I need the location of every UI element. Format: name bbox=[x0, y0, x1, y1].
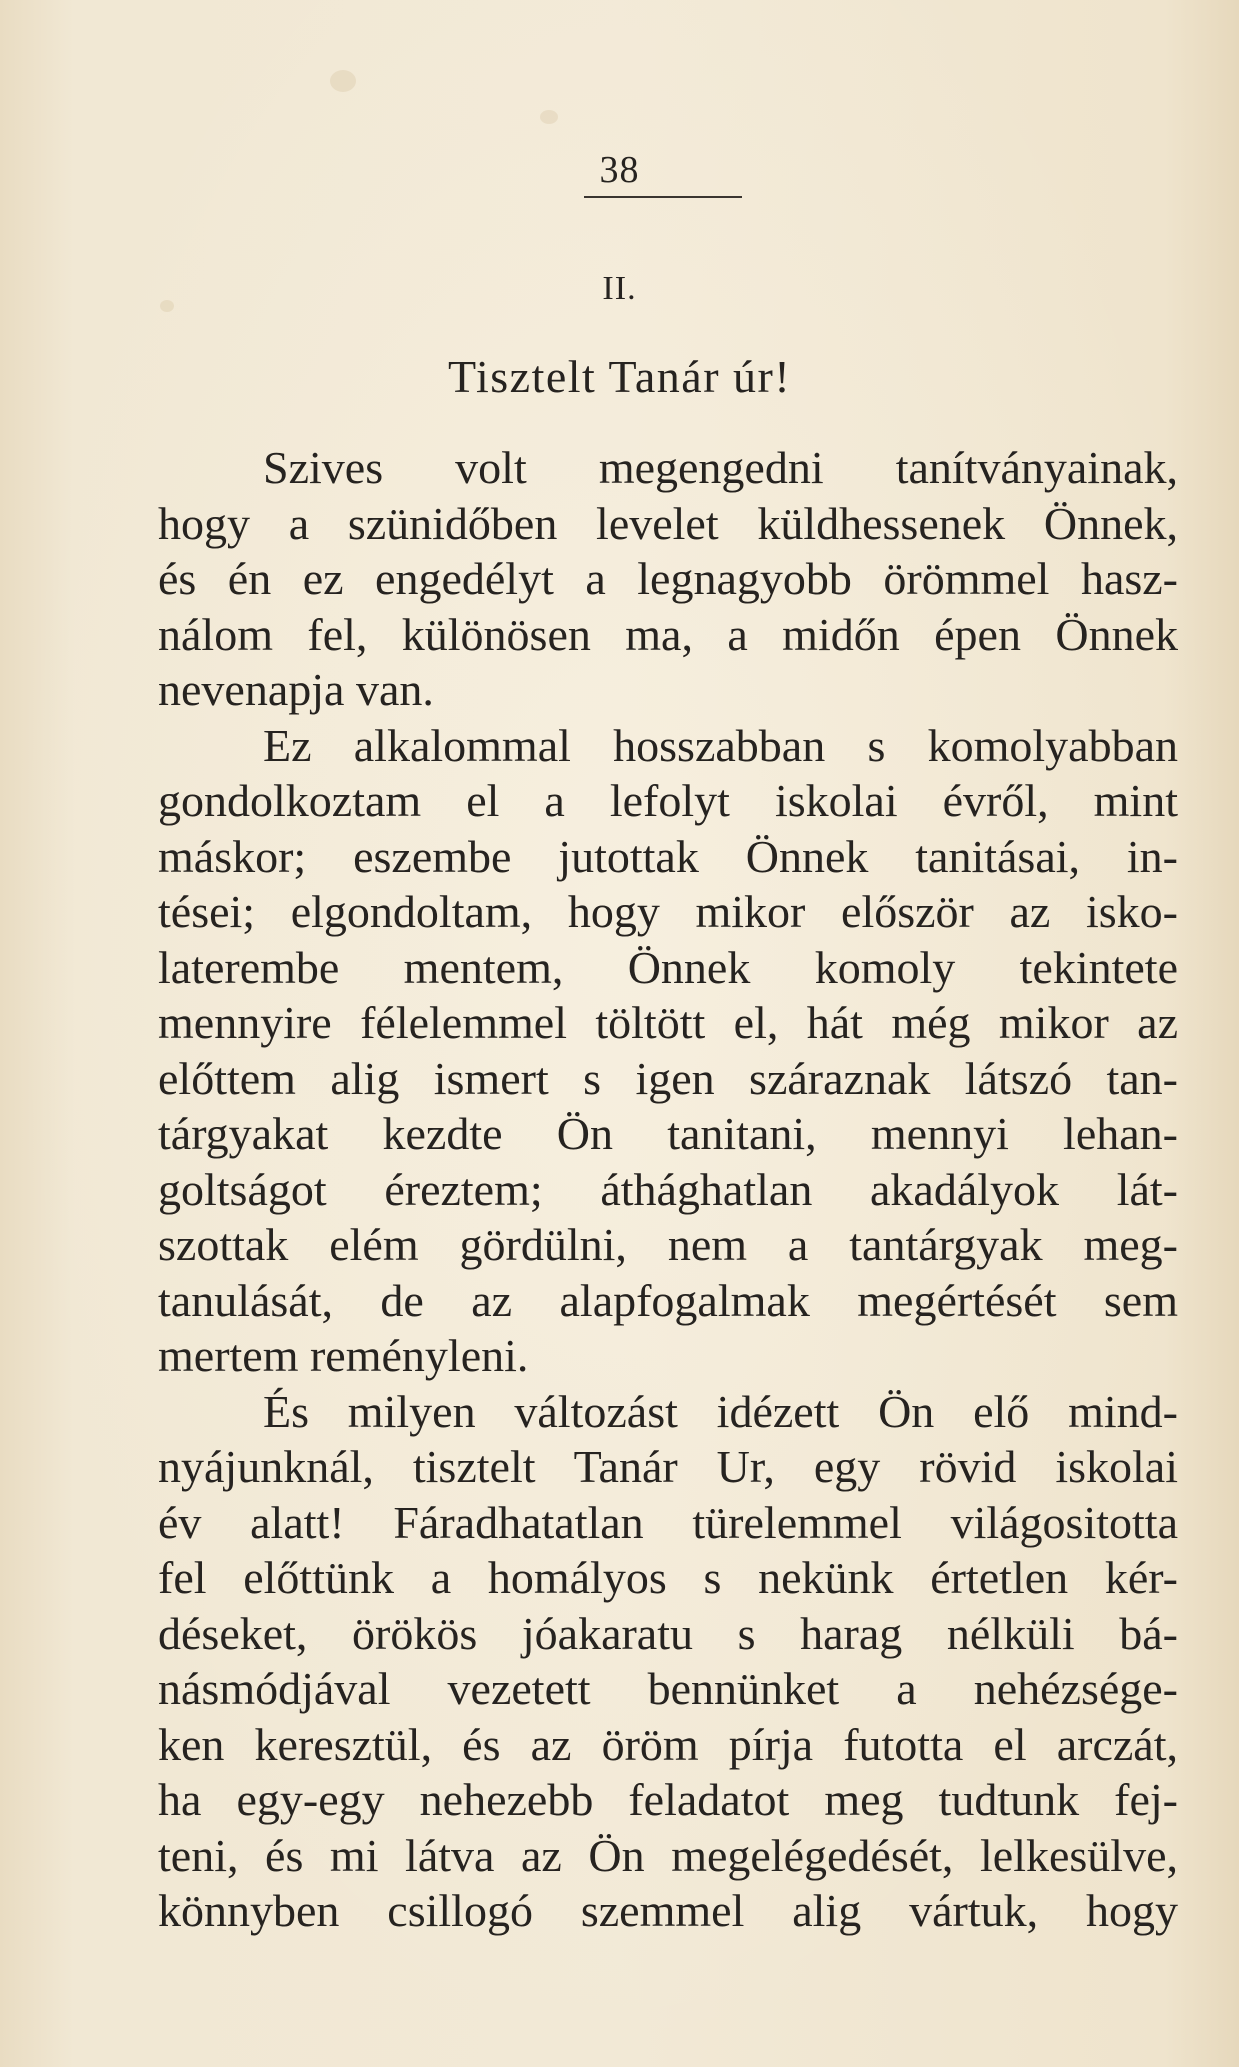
text-line: násmódjával vezetett bennünket a nehézsége- bbox=[158, 1663, 1178, 1714]
letter-body bbox=[158, 440, 1178, 1939]
paper-stain bbox=[330, 70, 356, 92]
text-line: szottak elém gördülni, nem a tantárgyak meg- bbox=[158, 1219, 1178, 1270]
text-line: mennyire félelemmel töltött el, hát még mikor az bbox=[158, 997, 1178, 1048]
text-line: tései; elgondoltam, hogy mikor először az isko- bbox=[158, 886, 1178, 937]
text-line: fel előttünk a homályos s nekünk értetlen kér- bbox=[158, 1552, 1178, 1603]
text-line: előttem alig ismert s igen száraznak látszó tan- bbox=[158, 1052, 1178, 1104]
text-line: tanulását, de az alapfogalmak megértését sem bbox=[158, 1274, 1178, 1326]
text-line: könnyben csillogó szemmel alig vártuk, hogy bbox=[158, 1885, 1178, 1936]
text-line: teni, és mi látva az Ön megelégedését, lelkesülve, bbox=[158, 1829, 1178, 1881]
text-line: És milyen változást idézett Ön elő mind- bbox=[263, 1385, 1178, 1437]
text-line: nálom fel, különösen ma, a midőn épen Önnek bbox=[158, 608, 1178, 660]
text-line: nyájunknál, tisztelt Tanár Ur, egy rövid iskolai bbox=[158, 1441, 1178, 1492]
text-line: év alatt! Fáradhatatlan türelemmel világositotta bbox=[158, 1496, 1178, 1548]
page-number-rule bbox=[584, 196, 742, 198]
text-line: máskor; eszembe jutottak Önnek tanitásai, in- bbox=[158, 830, 1178, 882]
section-numeral: II. bbox=[602, 270, 637, 307]
text-line: déseket, örökös jóakaratu s harag nélküli bá- bbox=[158, 1607, 1178, 1659]
text-line: goltságot éreztem; áthághatlan akadályok lát- bbox=[158, 1163, 1178, 1215]
text-line: hogy a szünidőben levelet küldhessenek Önnek, bbox=[158, 497, 1178, 549]
text-line: gondolkoztam el a lefolyt iskolai évről, mint bbox=[158, 775, 1178, 826]
text-line: ha egy-egy nehezebb feladatot meg tudtunk fej- bbox=[158, 1774, 1178, 1825]
text-line: nevenapja van. bbox=[158, 664, 434, 715]
page-number: 38 bbox=[599, 149, 640, 191]
text-line: és én ez engedélyt a legnagyobb örömmel hasz- bbox=[158, 553, 1178, 604]
text-line: laterembe mentem, Önnek komoly tekintete bbox=[158, 941, 1178, 993]
text-line: Szives volt megengedni tanítványainak, bbox=[263, 442, 1178, 493]
text-line: Ez alkalommal hosszabban s komolyabban bbox=[263, 719, 1178, 771]
paper-stain bbox=[540, 110, 558, 124]
text-line: ken keresztül, és az öröm pírja futotta el arczát, bbox=[158, 1718, 1178, 1770]
text-line: mertem reményleni. bbox=[158, 1330, 529, 1381]
text-line: tárgyakat kezdte Ön tanitani, mennyi lehan- bbox=[158, 1108, 1178, 1159]
letter-salutation: Tisztelt Tanár úr! bbox=[448, 351, 792, 402]
